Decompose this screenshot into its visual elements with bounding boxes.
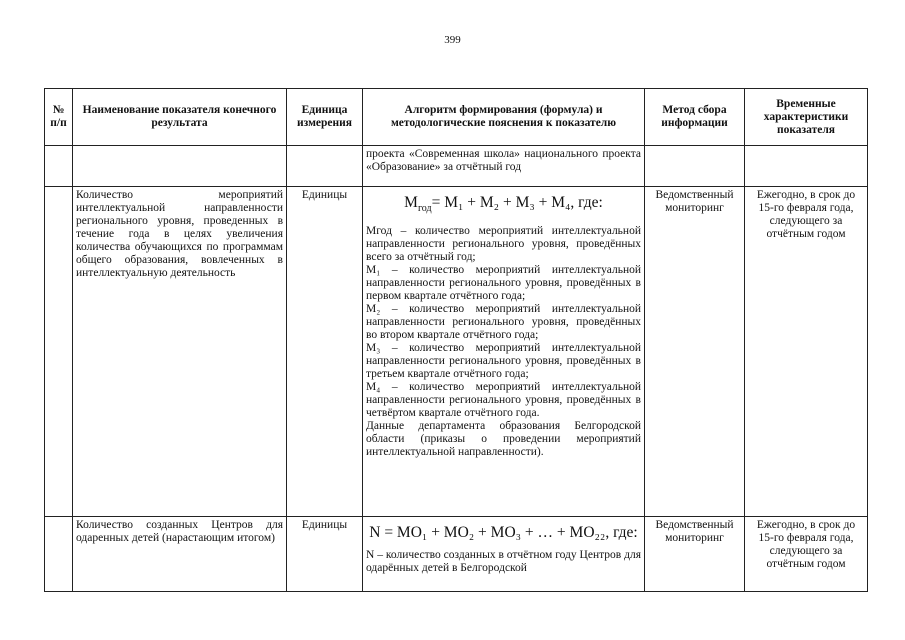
formula-lhs-sub: год [417,203,432,215]
cell-method: Ведомственный мониторинг [645,517,745,592]
cell-unit: Единицы [287,517,363,592]
cell-timing [745,146,868,187]
table-row [45,146,868,187]
definition: M₂ – количество мероприятий интеллектуальной направленности регионального уровня, проведённых во втором квартале отчётного года; [366,303,641,342]
formula-rhs: = M₁ + M₂ + M₃ + M₄, где: [431,194,603,211]
definition: M₄ – количество мероприятий интеллектуальной направленности регионального уровня, проведённых в четвёртом квартале отчётного года. [366,381,641,420]
formula: N = MO₁ + MO₂ + MO₃ + … + MO₂₂, где: [369,524,638,541]
formula [366,189,641,225]
definition: Данные департамента образования Белгородской области (приказы о проведении мероприятий интеллектуальной направленности). [366,420,641,459]
table-header-row [45,89,868,146]
cell-method: Ведомственный мониторинг [645,187,745,517]
indicators-table [44,88,868,592]
header-name: Наименование показателя конечного результата [73,89,287,146]
header-method: Метод сбора информации [645,89,745,146]
formula-lhs: M [404,194,418,211]
cell-name [73,146,287,187]
table-row [45,517,868,592]
cell-unit [287,146,363,187]
definition: M₁ – количество мероприятий интеллектуальной направленности регионального уровня, проведённых в первом квартале отчётного года; [366,264,641,303]
cell-algorithm [363,517,645,592]
cell-timing: Ежегодно, в срок до 15-го февраля года, следующего за отчётным годом [745,187,868,517]
cell-name: Количество созданных Центров для одаренных детей (нарастающим итогом) [73,517,287,592]
cell-algorithm: проекта «Современная школа» национального проекта «Образование» за отчётный год [363,146,645,187]
cell-num [45,517,73,592]
cell-method [645,146,745,187]
cell-name: Количество мероприятий интеллектуальной направленности регионального уровня, проведенных в течение года в целях увеличения количества обучающихся по программам общего образования, вовлеченных в интеллектуальную деятельность [73,187,287,517]
definition: N – количество созданных в отчётном году Центров для одарённых детей в Белгородской [366,549,641,574]
header-unit: Единица измерения [287,89,363,146]
cell-num [45,187,73,517]
page-number: 399 [444,34,461,46]
cell-timing: Ежегодно, в срок до 15-го февраля года, следующего за отчётным годом [745,517,868,592]
header-num: № п/п [45,89,73,146]
header-algorithm: Алгоритм формирования (формула) и методологические пояснения к показателю [363,89,645,146]
header-timing: Временные характеристики показателя [745,89,868,146]
table-row [45,187,868,517]
cell-num [45,146,73,187]
cell-unit: Единицы [287,187,363,517]
definition: M₃ – количество мероприятий интеллектуальной направленности регионального уровня, проведённых в третьем квартале отчётного года; [366,342,641,381]
definition: Mгод – количество мероприятий интеллектуальной направленности регионального уровня, проведённых всего за отчётный год; [366,225,641,264]
cell-algorithm [363,187,645,517]
